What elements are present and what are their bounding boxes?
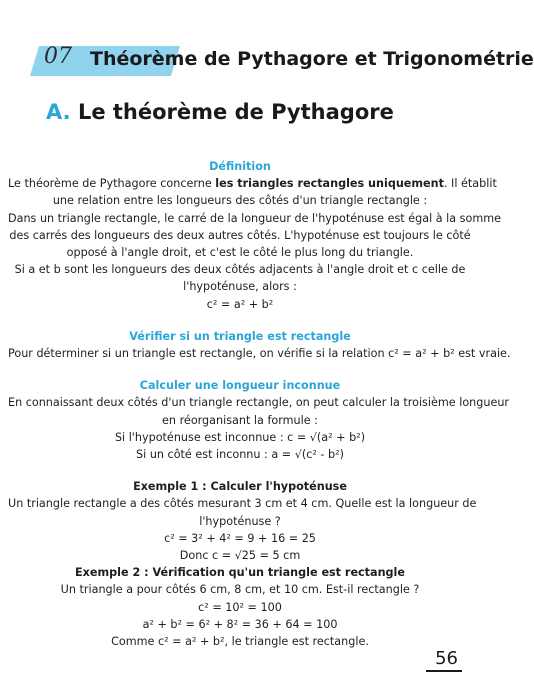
example-1-heading: Exemple 1 : Calculer l'hypoténuse xyxy=(133,480,347,494)
example-2-line: Comme c² = a² + b², le triangle est rectangle. xyxy=(111,635,369,649)
definition-line-1-bold: les triangles rectangles uniquement xyxy=(215,177,444,191)
compute-formula-side: Si un côté est inconnu : a = √(c² - b²) xyxy=(136,448,344,462)
spacer xyxy=(8,313,472,328)
example-2-line: c² = 10² = 100 xyxy=(198,600,282,614)
page-number: 56 xyxy=(435,648,458,669)
definition-line: des carrés des longueurs des deux autres côtés. L'hypoténuse est toujours le côté xyxy=(9,228,471,242)
example-1-line: Donc c = √25 = 5 cm xyxy=(179,549,301,563)
compute-formula-hypotenuse: Si l'hypoténuse est inconnue : c = √(a² + b²) xyxy=(114,430,366,444)
definition-line-1-end: . Il établit xyxy=(443,177,497,191)
spacer xyxy=(8,463,472,478)
page-number-rule xyxy=(426,670,462,672)
spacer xyxy=(8,362,472,377)
compute-heading: Calculer une longueur inconnue xyxy=(139,379,341,393)
definition-line: une relation entre les longueurs des côtés d'un triangle rectangle : xyxy=(52,194,428,208)
definition-line: Dans un triangle rectangle, le carré de la longueur de l'hypoténuse est égal à la somme xyxy=(8,211,502,225)
example-2-line: a² + b² = 6² + 8² = 36 + 64 = 100 xyxy=(142,617,338,631)
example-1-line: l'hypoténuse ? xyxy=(199,514,281,528)
example-2-line: Un triangle a pour côtés 6 cm, 8 cm, et 10 cm. Est-il rectangle ? xyxy=(60,583,420,597)
definition-line-1 xyxy=(8,175,497,192)
page-content xyxy=(8,158,511,650)
definition-line: Si a et b sont les longueurs des deux côtés adjacents à l'angle droit et c celle de xyxy=(14,263,466,277)
example-1-line: Un triangle rectangle a des côtés mesurant 3 cm et 4 cm. Quelle est la longueur de xyxy=(8,497,477,511)
chapter-header xyxy=(30,42,534,78)
chapter-title: Théorème de Pythagore et Trigonométrie xyxy=(90,48,534,70)
compute-line: En connaissant deux côtés d'un triangle rectangle, on peut calculer la troisième longueur xyxy=(8,396,510,410)
section-letter: A. xyxy=(46,100,71,124)
section-title: Le théorème de Pythagore xyxy=(77,100,394,124)
definition-line-1-start: Le théorème de Pythagore concerne xyxy=(8,177,216,191)
verify-heading: Vérifier si un triangle est rectangle xyxy=(129,329,351,343)
definition-line: l'hypoténuse, alors : xyxy=(183,280,297,294)
example-1-line: c² = 3² + 4² = 9 + 16 = 25 xyxy=(164,531,316,545)
definition-formula: c² = a² + b² xyxy=(206,297,274,311)
compute-line: en réorganisant la formule : xyxy=(162,413,318,427)
verify-text: Pour déterminer si un triangle est rectangle, on vérifie si la relation c² = a² + b² est vraie. xyxy=(8,347,511,361)
example-2-heading: Exemple 2 : Vérification qu'un triangle est rectangle xyxy=(75,566,405,580)
chapter-number: 07 xyxy=(44,44,72,69)
section-heading xyxy=(46,100,394,124)
definition-heading: Définition xyxy=(209,160,271,173)
definition-line: opposé à l'angle droit, et c'est le côté le plus long du triangle. xyxy=(66,246,414,260)
